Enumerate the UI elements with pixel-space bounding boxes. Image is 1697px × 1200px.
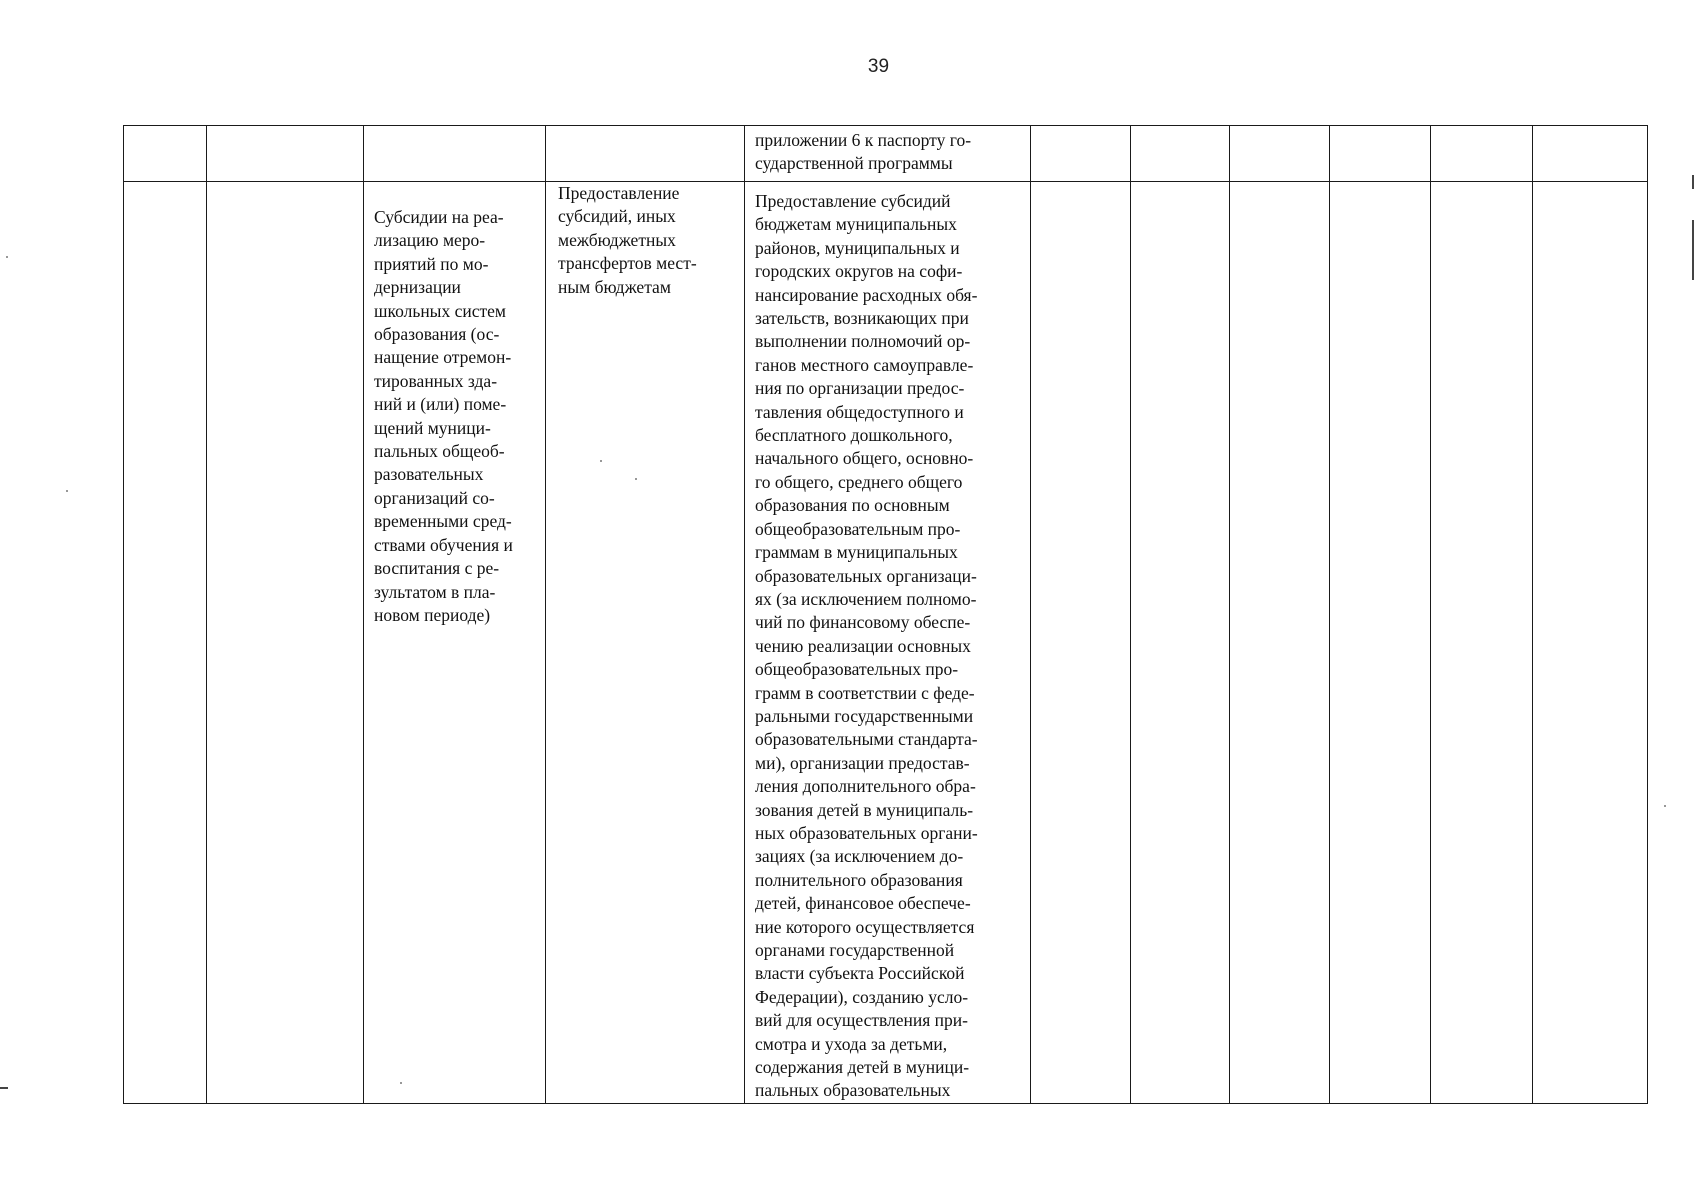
document-table	[123, 125, 1648, 1104]
table-cell-description	[745, 182, 1031, 1104]
table-cell-empty	[124, 182, 207, 1104]
table-cell-empty	[1431, 126, 1533, 182]
table-cell-instrument	[546, 182, 745, 1104]
scan-edge-mark	[1692, 220, 1694, 280]
table-cell-empty	[546, 126, 745, 182]
table-cell-empty	[1031, 182, 1131, 1104]
table-cell-empty	[1131, 126, 1230, 182]
scan-speck	[600, 460, 602, 462]
table-cell-empty	[1533, 182, 1648, 1104]
scan-speck	[6, 256, 8, 258]
table-cell-empty	[1330, 182, 1431, 1104]
table-cell-empty	[124, 126, 207, 182]
table-cell-empty	[1230, 126, 1330, 182]
table-cell-empty	[1031, 126, 1131, 182]
table-cell-empty	[364, 126, 546, 182]
scan-speck	[400, 1082, 402, 1084]
table-cell-empty	[1431, 182, 1533, 1104]
table-row	[124, 182, 1648, 1104]
description-text: приложении 6 к паспорту го- сударственной программы	[755, 130, 972, 174]
description-text: Предоставление субсидий бюджетам муниципальных районов, муниципальных и городских округов на софи- нансирование расходных обя- зательств, возникающих при выполнении полномочий ор- ганов местного самоуправле- ния по организации предос- тавления общедоступного и бесплатного дошкольного, начального общего, основно- го общего, среднего общего образования по основным общеобразовательным про- граммам в муниципальных образовательных организаци- ях (за исключением полномо- чий по финансовому обеспе- чению реализации основных общеобразовательных про- грамм в соответствии с феде- ральными государственными образовательными стандарта- ми), организации предостав- ления дополнительного обра- зования детей в муниципаль- ных образовательных органи- зациях (за исключением до- полнительного образования детей, финансовое обеспече- ние которого осуществляется органами государственной власти субъекта Российской Федерации), созданию усло- вий для осуществления при- смотра и ухода за детьми, содержания детей в муници- пальных образовательных	[755, 191, 978, 1101]
scan-edge-mark	[1692, 175, 1694, 189]
measure-text: Субсидии на реа- лизацию меро- приятий по мо- дернизации школьных систем образования (ос- нащение отремон- тированных зда- ний и (или) поме- щений муници- пальных общеоб- разовательных организаций со- временными сред- ствами обучения и воспитания с ре- зультатом в пла- новом периоде)	[374, 207, 513, 625]
table-cell-empty	[1230, 182, 1330, 1104]
instrument-text: Предоставление субсидий, иных межбюджетных трансфертов мест- ным бюджетам	[558, 183, 697, 297]
table-cell-empty	[1131, 182, 1230, 1104]
table-cell-empty	[1330, 126, 1431, 182]
scan-edge-mark	[0, 1087, 8, 1089]
table-cell-empty	[1533, 126, 1648, 182]
table-cell-empty	[207, 126, 364, 182]
table-cell-empty	[207, 182, 364, 1104]
page-number: 39	[867, 56, 890, 77]
table-cell-description	[745, 126, 1031, 182]
scan-speck	[635, 478, 637, 480]
scan-speck	[66, 490, 68, 492]
table-cell-measure	[364, 182, 546, 1104]
scan-speck	[1664, 805, 1666, 807]
table-row	[124, 126, 1648, 182]
